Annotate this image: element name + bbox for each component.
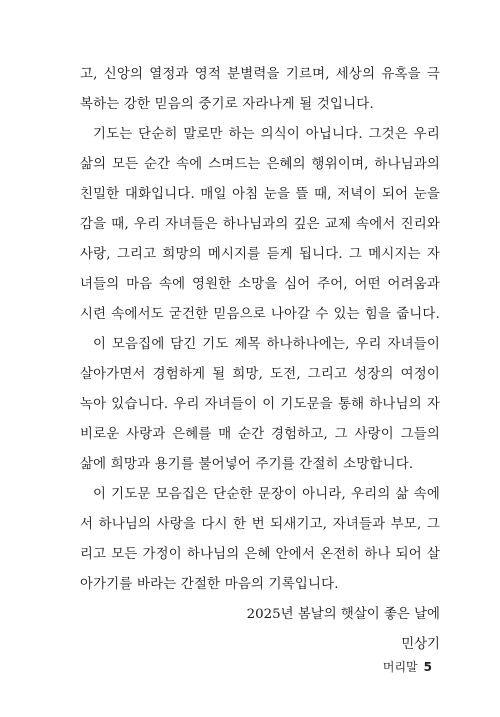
text-line: 녹아 있습니다. 우리 자녀들이 이 기도문을 통해 하나님의 자 (80, 397, 440, 412)
text-line: 감을 때, 우리 자녀들은 하나님과의 깊은 교제 속에서 진리와 (80, 217, 440, 232)
text-line: 시련 속에서도 굳건한 믿음으로 나아갈 수 있는 힘을 줍니다. (80, 307, 440, 322)
page-footer (383, 657, 432, 677)
text-line: 삶의 모든 순간 속에 스며드는 은혜의 행위이며, 하나님과의 (80, 157, 440, 172)
text-line: 사랑, 그리고 희망의 메시지를 듣게 됩니다. 그 메시지는 자 (80, 247, 440, 262)
date-line: 2025년 봄날의 햇살이 좋은 날에 (246, 607, 440, 622)
text-line: 이 모음집에 담긴 기도 제목 하나하나에는, 우리 자녀들이 (93, 337, 440, 352)
text-line: 이 기도문 모음집은 단순한 문장이 아니라, 우리의 삶 속에 (93, 487, 440, 502)
section-title: 머리말 (382, 660, 418, 674)
text-line: 기도는 단순히 말로만 하는 의식이 아닙니다. 그것은 우리 (93, 127, 440, 142)
text-line: 친밀한 대화입니다. 매일 아침 눈을 뜰 때, 저녁이 되어 눈을 (80, 187, 440, 202)
text-line: 녀들의 마음 속에 영원한 소망을 심어 주어, 어떤 어려움과 (80, 277, 440, 292)
author-name: 민상기 (401, 637, 440, 652)
text-line: 복하는 강한 믿음의 중기로 자라나게 될 것입니다. (80, 97, 374, 112)
text-line: 비로운 사랑과 은혜를 매 순간 경험하고, 그 사랑이 그들의 (80, 427, 440, 442)
text-line: 리고 모든 가정이 하나님의 은혜 안에서 온전히 하나 되어 살 (80, 547, 440, 562)
text-line: 서 하나님의 사랑을 다시 한 번 되새기고, 자녀들과 부모, 그 (80, 517, 440, 532)
page-number: 5 (423, 660, 432, 674)
body-text (80, 60, 440, 660)
text-line: 고, 신앙의 열정과 영적 분별력을 기르며, 세상의 유혹을 극 (80, 67, 440, 82)
text-line: 살아가면서 경험하게 될 희망, 도전, 그리고 성장의 여정이 (80, 367, 440, 382)
text-line: 삶에 희망과 용기를 불어넣어 주기를 간절히 소망합니다. (80, 457, 414, 472)
text-line: 아가기를 바라는 간절한 마음의 기록입니다. (80, 577, 339, 592)
